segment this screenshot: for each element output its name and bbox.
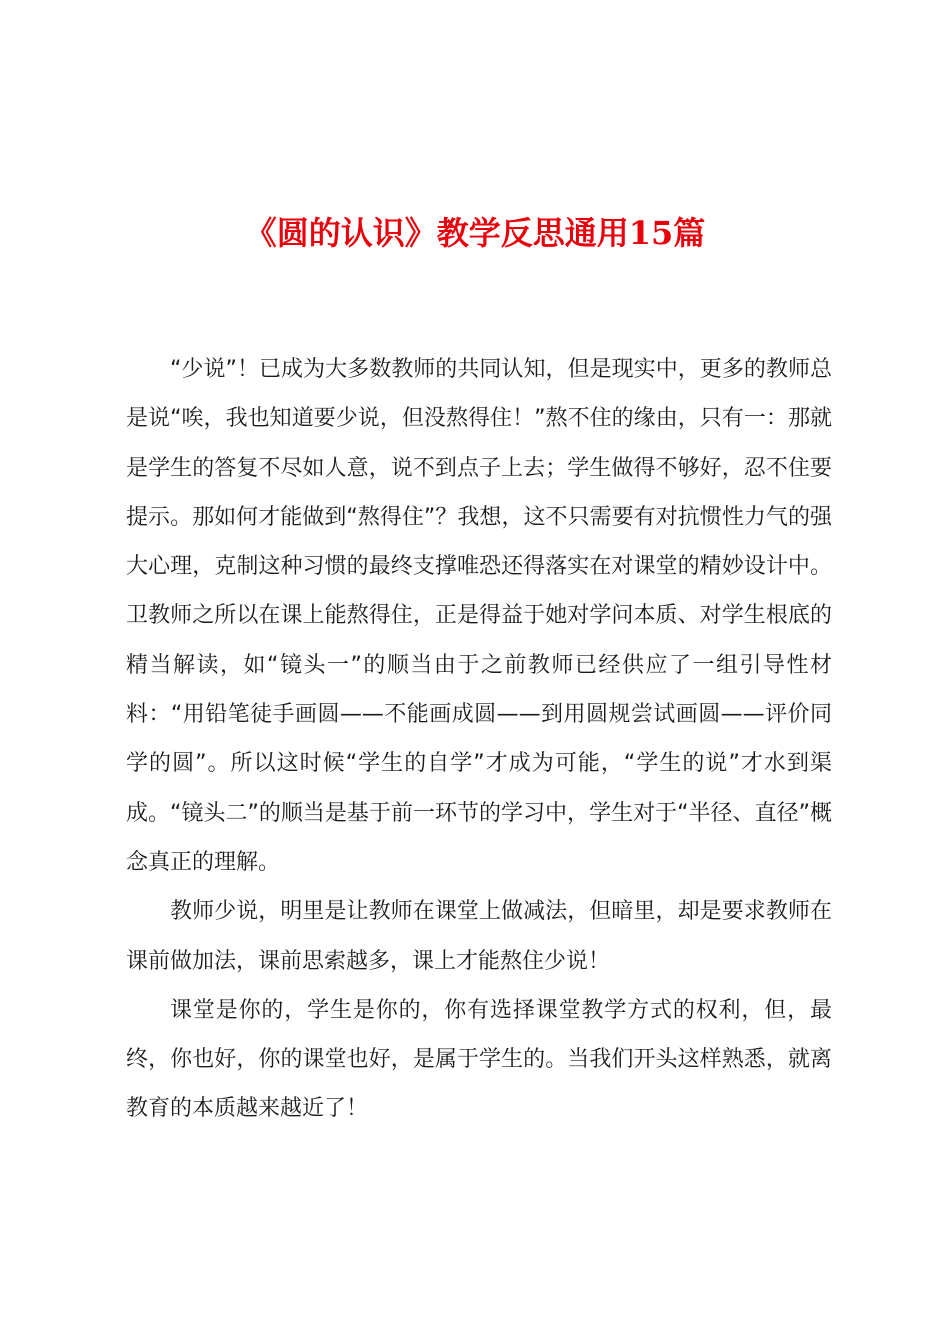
paragraph-3: 课堂是你的，学生是你的，你有选择课堂教学方式的权利，但，最终，你也好，你的课堂也好，是属于学生的。当我们开头这样熟悉，就离教育的本质越来越近了！ [126,997,832,1122]
document-title: 《圆的认识》教学反思通用15篇 [244,214,706,252]
paragraph-2: 教师少说，明里是让教师在课堂上做减法，但暗里，却是要求教师在课前做加法，课前思索越多，课上才能熬住少说！ [126,899,832,974]
paragraph-1: “少说”！已成为大多数教师的共同认知，但是现实中，更多的教师总是说“唉，我也知道要少说，但没熬得住！”熬不住的缘由，只有一：那就是学生的答复不尽如人意，说不到点子上去；学生做得不够好，忍不住要提示。那如何才能做到“熬得住”？我想，这不只需要有对抗惯性力气的强大心理，克制这种习惯的最终支撑唯恐还得落实在对课堂的精妙设计中。卫教师之所以在课上能熬得住，正是得益于她对学问本质、对学生根底的精当解读，如“镜头一”的顺当由于之前教师已经供应了一组引导性材料：“用铅笔徒手画圆——不能画成圆——到用圆规尝试画圆——评价同学的圆”。所以这时候“学生的自学”才成为可能，“学生的说”才水到渠成。“镜头二”的顺当是基于前一环节的学习中，学生对于“半径、直径”概念真正的理解。 [126,357,832,875]
document-body [126,345,832,1134]
